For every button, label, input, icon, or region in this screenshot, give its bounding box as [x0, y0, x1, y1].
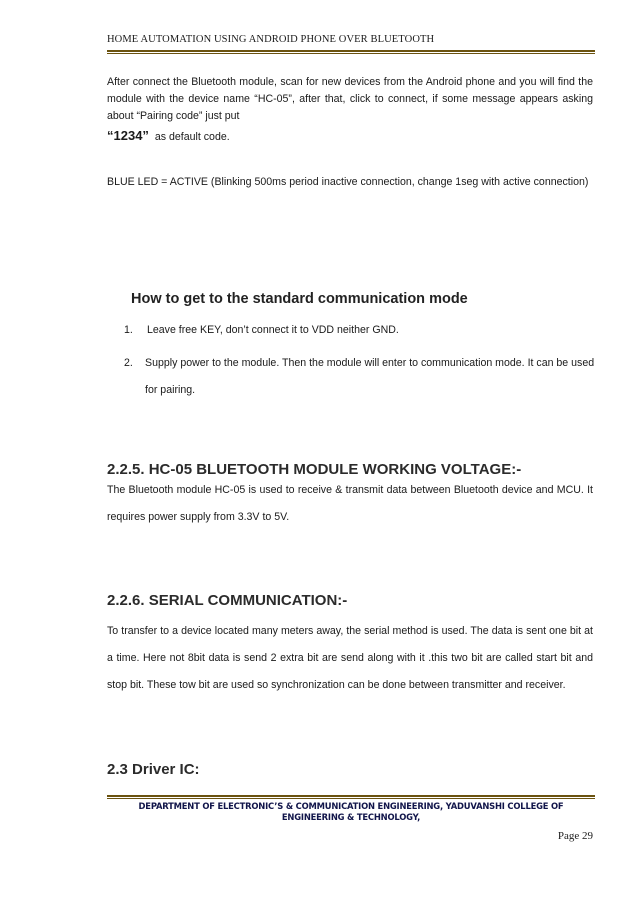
header-rule-thin — [107, 53, 595, 54]
intro-paragraph: After connect the Bluetooth module, scan for new devices from the Android phone and you will find the module with the device name “HC-05”, after that, click to connect, if some message appears asking about “Pairing code” just put — [107, 76, 593, 122]
working-voltage-text: The Bluetooth module HC-05 is used to receive & transmit data between Bluetooth device and MCU. It requires power supply from 3.3V to 5V. — [107, 484, 593, 523]
serial-communication-text: To transfer to a device located many meters away, the serial method is used. The data is sent one bit at a time. Here not 8bit data is send 2 extra bit are send along with it .this two bit are called start bit and stop bit. These tow bit are used so synchronization can be done between transmitter and receiver. — [107, 625, 593, 691]
section-heading-working-voltage: 2.2.5. HC-05 BLUETOOTH MODULE WORKING VOLTAGE:- — [107, 461, 522, 478]
section-heading-serial-communication: 2.2.6. SERIAL COMMUNICATION:- — [107, 592, 348, 609]
footer-department: DEPARTMENT OF ELECTRONIC’S & COMMUNICATION ENGINEERING, YADUVANSHI COLLEGE OF ENGINEERING & TECHNOLOGY, — [138, 801, 564, 822]
pairing-code-suffix: as default code. — [154, 131, 230, 143]
pairing-code-value: “1234” — [107, 128, 149, 143]
header-rule-thick — [107, 50, 595, 52]
page-number: Page 29 — [557, 830, 593, 842]
led-status-paragraph: BLUE LED = ACTIVE (Blinking 500ms period inactive connection, change 1seg with active connection) — [107, 176, 589, 188]
section-heading-driver-ic: 2.3 Driver IC: — [107, 761, 200, 778]
list-text: Supply power to the module. Then the module will enter to communication mode. It can be used for pairing. — [145, 357, 595, 396]
running-header: HOME AUTOMATION USING ANDROID PHONE OVER BLUETOOTH — [107, 34, 435, 45]
list-number: 1. — [124, 324, 133, 336]
list-text: Leave free KEY, don’t connect it to VDD neither GND. — [147, 324, 399, 336]
standard-mode-heading: How to get to the standard communication mode — [131, 291, 468, 307]
footer-rule-thick — [107, 795, 595, 797]
list-number: 2. — [124, 357, 133, 369]
footer-rule-thin — [107, 798, 595, 799]
pairing-code-line — [107, 128, 230, 143]
